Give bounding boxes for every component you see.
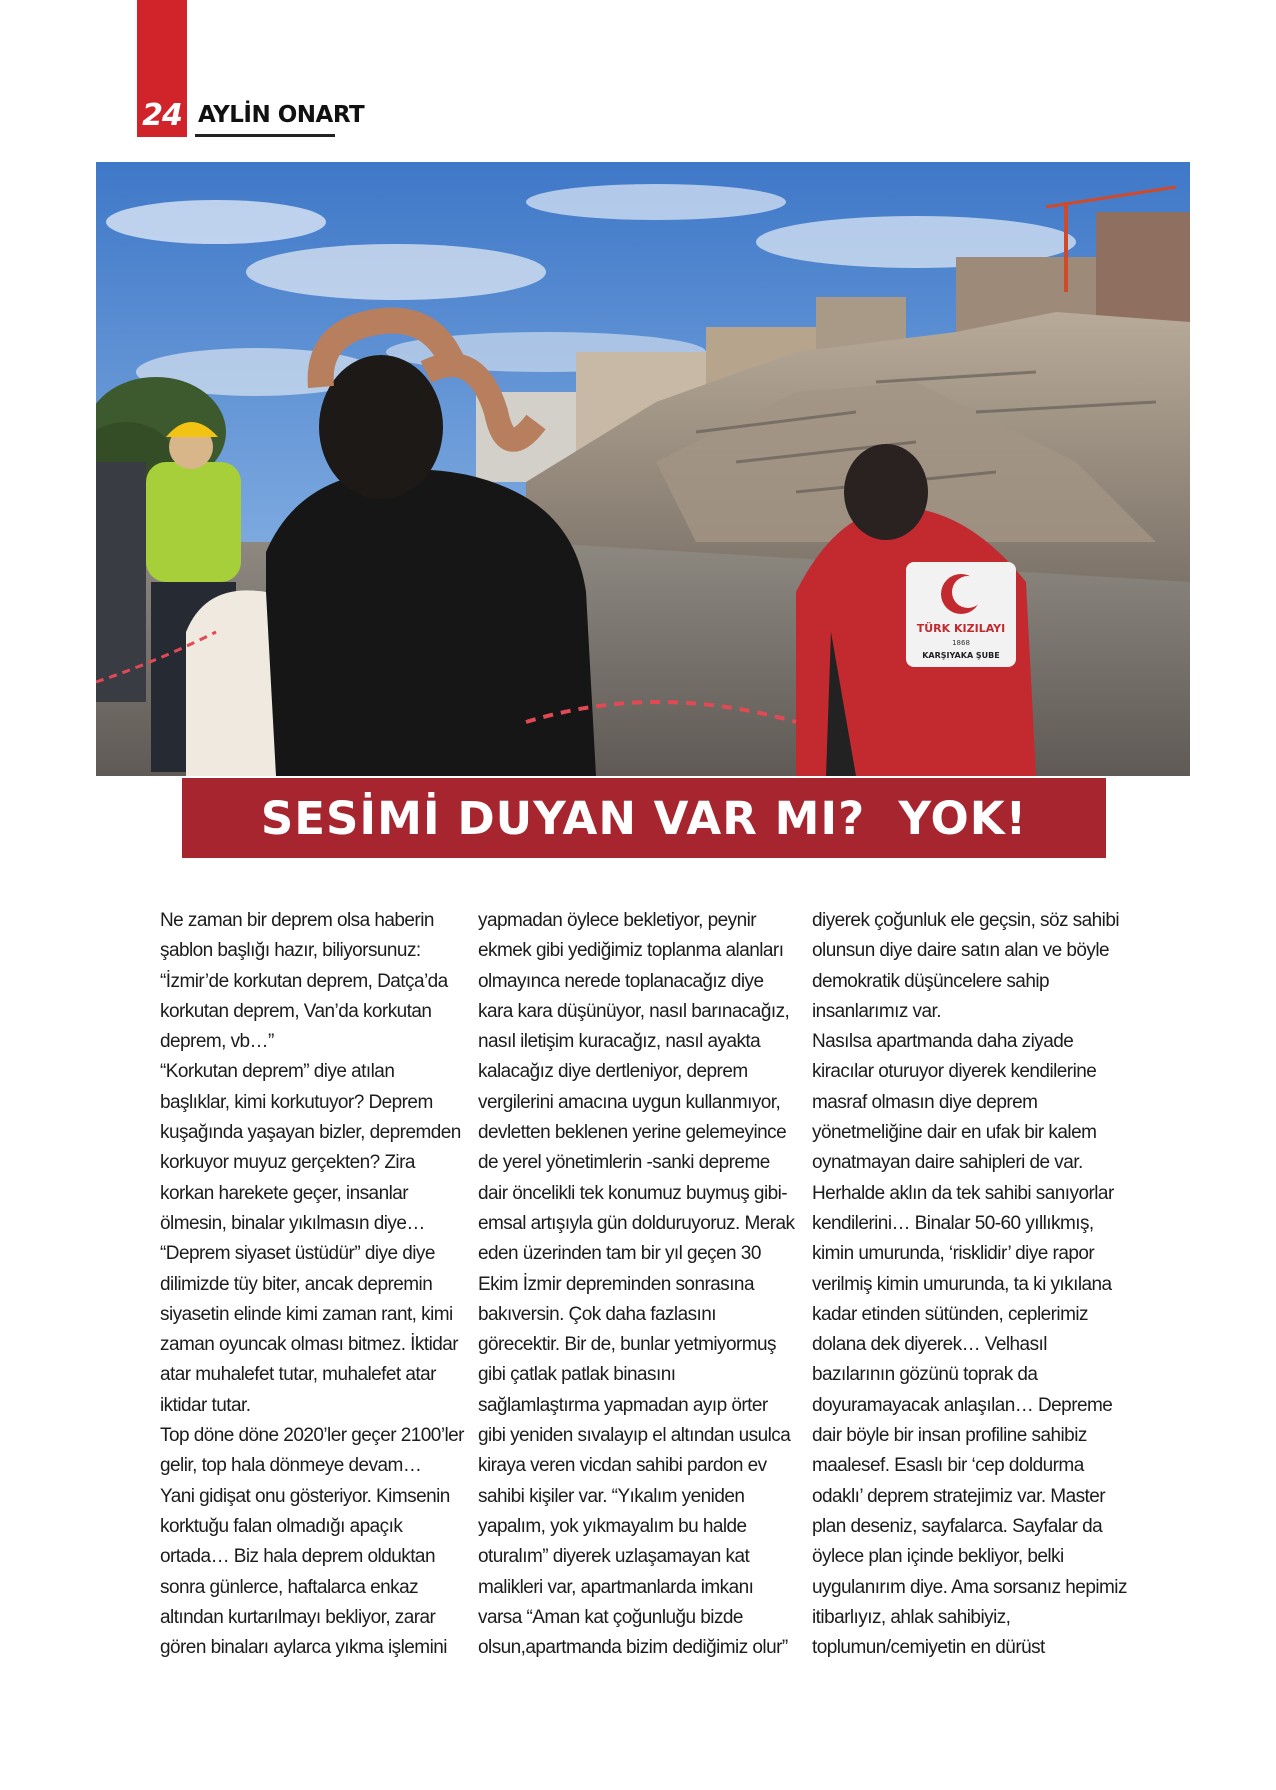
text-line: kiraya veren vicdan sahibi pardon ev <box>478 1455 767 1477</box>
text-line: bakıversin. Çok daha fazlasını <box>478 1303 717 1325</box>
text-line: sağlamlaştırma yapmadan ayıp örter <box>478 1394 768 1416</box>
text-line: insanlarımız var. <box>812 1000 941 1022</box>
text-line: görecektir. Bir de, bunlar yetmiyormuş <box>478 1334 776 1356</box>
text-line: doyuramayacak anlaşılan… Depreme <box>812 1394 1113 1416</box>
text-line: eden üzerinden tam bir yıl geçen 30 <box>478 1243 761 1265</box>
text-line: kiracılar oturuyor diyerek kendilerine <box>812 1061 1097 1083</box>
text-line: kalacağız diye dertleniyor, deprem <box>478 1061 748 1083</box>
badge-line1: TÜRK KIZILAYI <box>916 622 1006 635</box>
text-line: oturalım” diyerek uzlaşamayan kat <box>478 1546 750 1568</box>
text-line: sahibi kişiler var. “Yıkalım yeniden <box>478 1485 745 1507</box>
text-line: korkuyor muyuz gerçekten? Zira <box>160 1152 415 1174</box>
text-line: maalesef. Esaslı bir ‘cep doldurma <box>812 1455 1084 1477</box>
text-line: Ne zaman bir deprem olsa haberin <box>160 910 434 931</box>
author-underline <box>195 134 335 137</box>
text-line: kadar etinden sütünden, ceplerimiz <box>812 1303 1088 1325</box>
text-line: korkutan deprem, Van’da korkutan <box>160 1000 432 1022</box>
text-line: başlıklar, kimi korkutuyor? Deprem <box>160 1091 433 1113</box>
text-line: dair böyle bir insan profiline sahibiz <box>812 1425 1087 1447</box>
article-column-2 <box>478 906 796 1663</box>
article-column-1 <box>160 906 478 1663</box>
text-line: devletten beklenen yerine gelemeyince <box>478 1122 787 1144</box>
text-line: “İzmir’de korkutan deprem, Datça’da <box>160 970 448 992</box>
text-line: toplumun/cemiyetin en dürüst <box>812 1637 1045 1659</box>
text-line: kimin umurunda, ‘risklidir’ diye rapor <box>812 1243 1095 1265</box>
text-line: altından kurtarılmayı bekliyor, zarar <box>160 1606 436 1628</box>
page-number: 24 <box>142 98 182 133</box>
text-line: varsa “Aman kat çoğunluğu bizde <box>478 1606 743 1628</box>
earthquake-rubble-photo <box>96 162 1190 776</box>
text-line: korkan harekete geçer, insanlar <box>160 1182 409 1204</box>
text-line: dolana dek diyerek… Velhasıl <box>812 1334 1047 1356</box>
text-line: iktidar tutar. <box>160 1394 251 1416</box>
text-line: itibarlıyız, ahlak sahibiyiz, <box>812 1606 1011 1628</box>
text-line: deprem, vb…” <box>160 1031 274 1053</box>
text-line: kendilerini… Binalar 50-60 yıllıkmış, <box>812 1212 1094 1234</box>
headline-banner <box>182 778 1106 858</box>
text-line: Top döne döne 2020’ler geçer 2100’ler <box>160 1425 464 1447</box>
text-line: Ekim İzmir depreminden sonrasına <box>478 1273 754 1295</box>
text-line: odaklı’ deprem stratejimiz var. Master <box>812 1485 1106 1507</box>
text-line: yapmadan öylece bekletiyor, peynir <box>478 910 757 931</box>
text-line: de yerel yönetimlerin -sanki depreme <box>478 1152 770 1174</box>
text-line: olunsun diye daire satın alan ve böyle <box>812 940 1110 962</box>
text-line: kara kara düşünüyor, nasıl barınacağız, <box>478 1000 790 1022</box>
text-line: “Korkutan deprem” diye atılan <box>160 1061 395 1083</box>
text-line: öylece plan içinde bekliyor, belki <box>812 1546 1064 1568</box>
text-line: Yani gidişat onu gösteriyor. Kimsenin <box>160 1485 450 1507</box>
text-line: dilimizde tüy biter, ancak depremin <box>160 1273 433 1295</box>
text-line: atar muhalefet tutar, muhalefet atar <box>160 1364 436 1386</box>
text-line: Nasılsa apartmanda daha ziyade <box>812 1031 1074 1053</box>
text-line: yönetmeliğine dair en ufak bir kalem <box>812 1122 1097 1144</box>
text-line: gibi yeniden sıvalayıp el altından usulca <box>478 1425 791 1447</box>
text-line: dair öncelikli tek konumuz buymuş gibi- <box>478 1182 788 1204</box>
headline: SESİMİ DUYAN VAR MI? YOK! <box>260 791 1028 845</box>
text-line: “Deprem siyaset üstüdür” diye diye <box>160 1243 435 1265</box>
text-line: korktuğu falan olmadığı apaçık <box>160 1515 403 1537</box>
text-line: oynatmayan daire sahipleri de var. <box>812 1152 1083 1174</box>
text-line: diyerek çoğunluk ele geçsin, söz sahibi <box>812 910 1120 931</box>
text-line: masraf olmasın diye deprem <box>812 1091 1038 1113</box>
text-line: zaman oyuncak olması bitmez. İktidar <box>160 1334 459 1356</box>
text-line: malikleri var, apartmanlarda imkanı <box>478 1576 754 1598</box>
text-line: gelir, top hala dönmeye devam… <box>160 1455 422 1477</box>
text-line: gibi çatlak patlak binasını <box>478 1364 676 1386</box>
text-line: vergilerini amacına uygun kullanmıyor, <box>478 1091 781 1113</box>
badge-line2: 1868 <box>952 639 970 647</box>
text-line: ölmesin, binalar yıkılmasın diye… <box>160 1212 425 1234</box>
text-line: Herhalde aklın da tek sahibi sanıyorlar <box>812 1182 1114 1204</box>
text-line: olmayınca nerede toplanacağız diye <box>478 970 764 992</box>
text-line: demokratik düşüncelere sahip <box>812 970 1050 992</box>
text-line: ekmek gibi yediğimiz toplanma alanları <box>478 940 784 962</box>
article-column-3 <box>812 906 1130 1663</box>
text-line: ortada… Biz hala deprem olduktan <box>160 1546 435 1568</box>
text-line: emsal artışıyla gün dolduruyoruz. Merak <box>478 1212 795 1234</box>
text-line: verilmiş kimin umurunda, ta ki yıkılana <box>812 1273 1112 1295</box>
text-line: kuşağında yaşayan bizler, depremden <box>160 1122 461 1144</box>
badge-line3: KARŞIYAKA ŞUBE <box>922 651 1000 660</box>
text-line: plan deseniz, sayfalarca. Sayfalar da <box>812 1515 1103 1537</box>
text-line: bazılarının gözünü toprak da <box>812 1364 1038 1386</box>
text-line: yapalım, yok yıkmayalım bu halde <box>478 1515 747 1537</box>
text-line: siyasetin elinde kimi zaman rant, kimi <box>160 1303 453 1325</box>
author-name: AYLİN ONART <box>198 102 365 128</box>
text-line: nasıl iletişim kuracağız, nasıl ayakta <box>478 1031 761 1053</box>
text-line: olsun,apartmanda bizim dediğimiz olur” <box>478 1637 788 1659</box>
text-line: gören binaları aylarca yıkma işlemini <box>160 1637 447 1659</box>
text-line: şablon başlığı hazır, biliyorsunuz: <box>160 940 421 962</box>
text-line: uygulanırım diye. Ama sorsanız hepimiz <box>812 1576 1127 1598</box>
text-line: sonra günlerce, haftalarca enkaz <box>160 1576 419 1598</box>
